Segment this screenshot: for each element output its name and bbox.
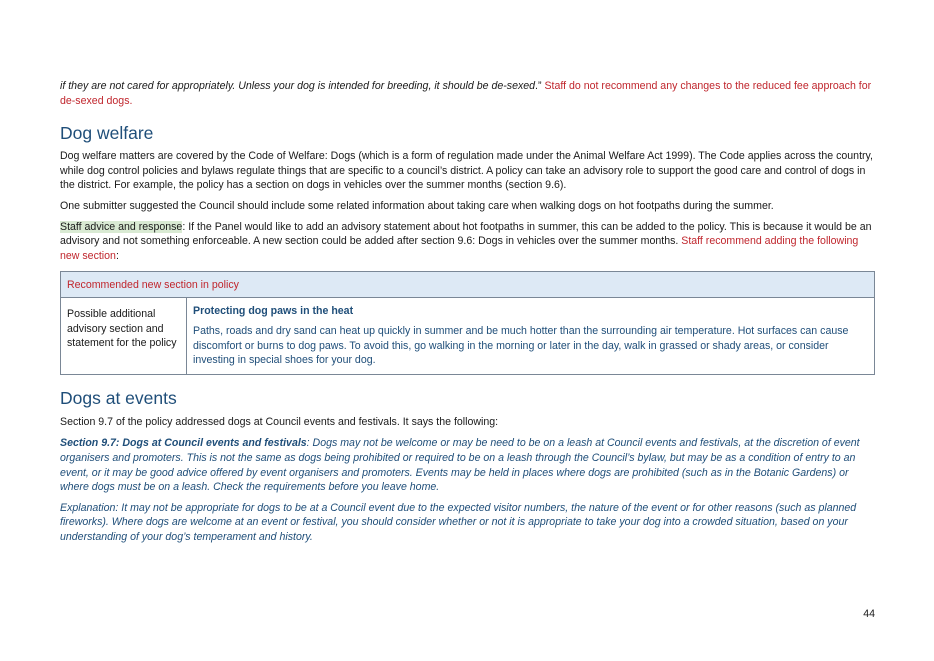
- events-paragraph-1: Section 9.7 of the policy addressed dogs at Council events and festivals. It says the following:: [60, 415, 499, 428]
- staff-advice-paragraph: [60, 220, 876, 264]
- welfare-paragraph-2: One submitter suggested the Council should include some related information about taking care when walking dogs on hot footpaths during the summer.: [60, 199, 774, 212]
- staff-advice-text: : If the Panel would like to add an advisory statement about hot footpaths in summer, this can be added to the policy. This is because it would be an advisory and not something enforceable. A new section could be added after section 9.6: Dogs in vehicles over the summer months.: [60, 220, 872, 248]
- section-9-7-paragraph: [60, 436, 876, 494]
- recommendation-right-cell: [187, 298, 875, 375]
- intro-paragraph: [60, 79, 876, 108]
- recommendation-header: Recommended new section in policy: [61, 272, 875, 298]
- recommendation-title: Protecting dog paws in the heat: [193, 305, 354, 318]
- heading-dog-welfare: Dog welfare: [60, 123, 154, 144]
- staff-recommend-text: Staff recommend adding the following new section: [60, 235, 859, 262]
- welfare-paragraph-1: Dog welfare matters are covered by the Code of Welfare: Dogs (which is a form of regulation made under the Animal Welfare Act 1999). The Code applies across the country, while dog control policies and bylaws regulate things that are specific to a council’s district. A policy can take an advisory role to support the good care and control of dogs in the district. For example, the policy has a section on dogs in vehicles over the summer months (section 9.6).: [60, 150, 873, 192]
- recommendation-body: Paths, roads and dry sand can heat up quickly in summer and be much hotter than the surrounding air temperature. Hot surfaces can cause discomfort or burns to dog paws. To avoid this, go walking in the morning or later in the day, walk in grassed or shady areas, or consider investing in special shoes for your dog.: [193, 325, 849, 367]
- quote-close: .”: [535, 80, 542, 92]
- section-9-7-text: : Dogs may not be welcome or may be need to be on a leash at Council events and festivals, at the discretion of event organisers and promoters. This is not the same as dogs being prohibited or required to be on a leash through the Council’s bylaw, but may be as a condition of entry to an event, or it may be good advice offered by event organisers and promoters. Events may be held in places where dogs are prohibited (such as in the Botanic Gardens) or where dogs must be on a leash. Check the requirements before you leave home.: [60, 437, 860, 494]
- section-9-7-label: Section 9.7: Dogs at Council events and festivals: [60, 437, 307, 450]
- heading-dogs-at-events: Dogs at events: [60, 387, 177, 408]
- staff-advice-end: :: [115, 249, 119, 262]
- document-page: [60, 79, 876, 545]
- explanation-paragraph: Explanation: It may not be appropriate for dogs to be at a Council event due to the expected visitor numbers, the nature of the event or for other reasons (such as planned fireworks). Where dogs are welcome at an event or festival, you should consider whether or not it is appropriate to take your dog into a crowded situation, based on your understanding of your dog’s temperament and history.: [60, 501, 857, 543]
- quote-text: if they are not cared for appropriately. Unless your dog is intended for breeding, it should be de-sexed: [60, 80, 536, 92]
- staff-note: Staff do not recommend any changes to the reduced fee approach for de-sexed dogs.: [60, 80, 872, 107]
- page-number: 44: [863, 608, 875, 620]
- staff-advice-label: Staff advice and response: [60, 220, 183, 233]
- recommendation-table: [60, 271, 875, 375]
- recommendation-left-cell: Possible additional advisory section and statement for the policy: [61, 298, 187, 375]
